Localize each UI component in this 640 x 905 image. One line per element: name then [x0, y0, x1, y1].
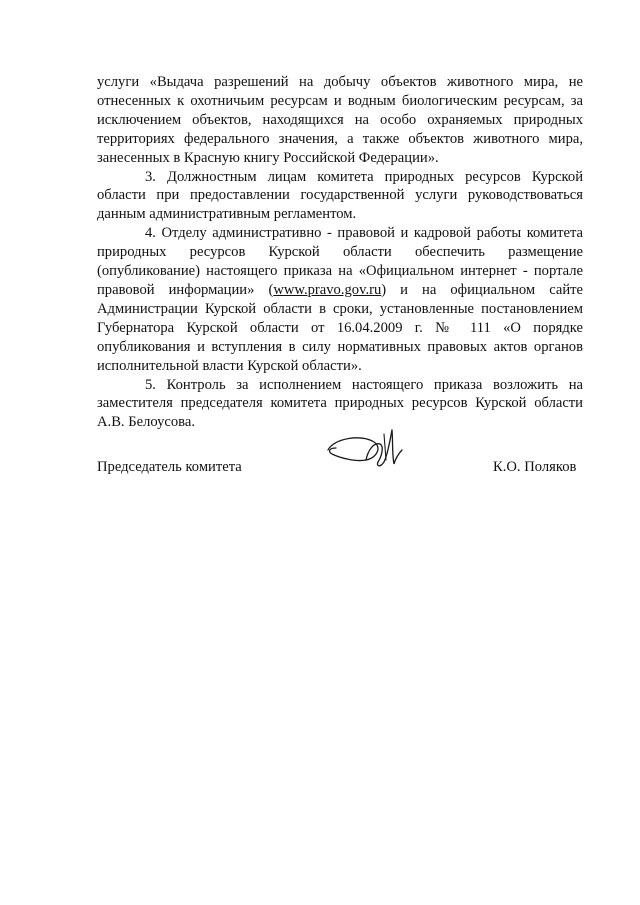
paragraph-3: 3. Должностным лицам комитета природных ресурсов Курской области при предоставлении государственной услуги руководствоваться данным административным регламентом. [97, 168, 583, 223]
signer-name: К.О. Поляков [493, 459, 577, 475]
paragraph-continuation: услуги «Выдача разрешений на добычу объектов животного мира, не отнесенных к охотничьим ресурсам и водным биологическим ресурсам, за исключением объектов, находящихся на особо охраняемых природных территориях федерального значения, а также объектов животного мира, занесенных в Красную книгу Российской Федерации». [97, 74, 583, 166]
handwritten-signature [322, 420, 412, 480]
document-body [97, 73, 583, 432]
paragraph-4 [97, 224, 583, 375]
paragraph-4-text-end: ) и на официальном сайте Администрации Курской области в сроки, установленные постановлением Губернатора Курской области от 16.04.2009 г. № 111 «О порядке опубликования и вступления в силу нормативных правовых актов органов исполнительной власти Курской области». [97, 281, 583, 374]
signer-position: Председатель комитета [97, 459, 242, 475]
paragraph-5: 5. Контроль за исполнением настоящего приказа возложить на заместителя председателя комитета природных ресурсов Курской области А.В. Белоусова. [97, 376, 583, 431]
pravo-link[interactable]: www.pravo.gov.ru [273, 281, 382, 298]
paragraph-4-text-start: 4. Отделу административно - правовой и кадровой работы комитета природных ресурсов Курской области обеспечить размещение (опубликование) настоящего приказа на «Официальном интернет - портале правовой информации» ( [97, 225, 583, 298]
